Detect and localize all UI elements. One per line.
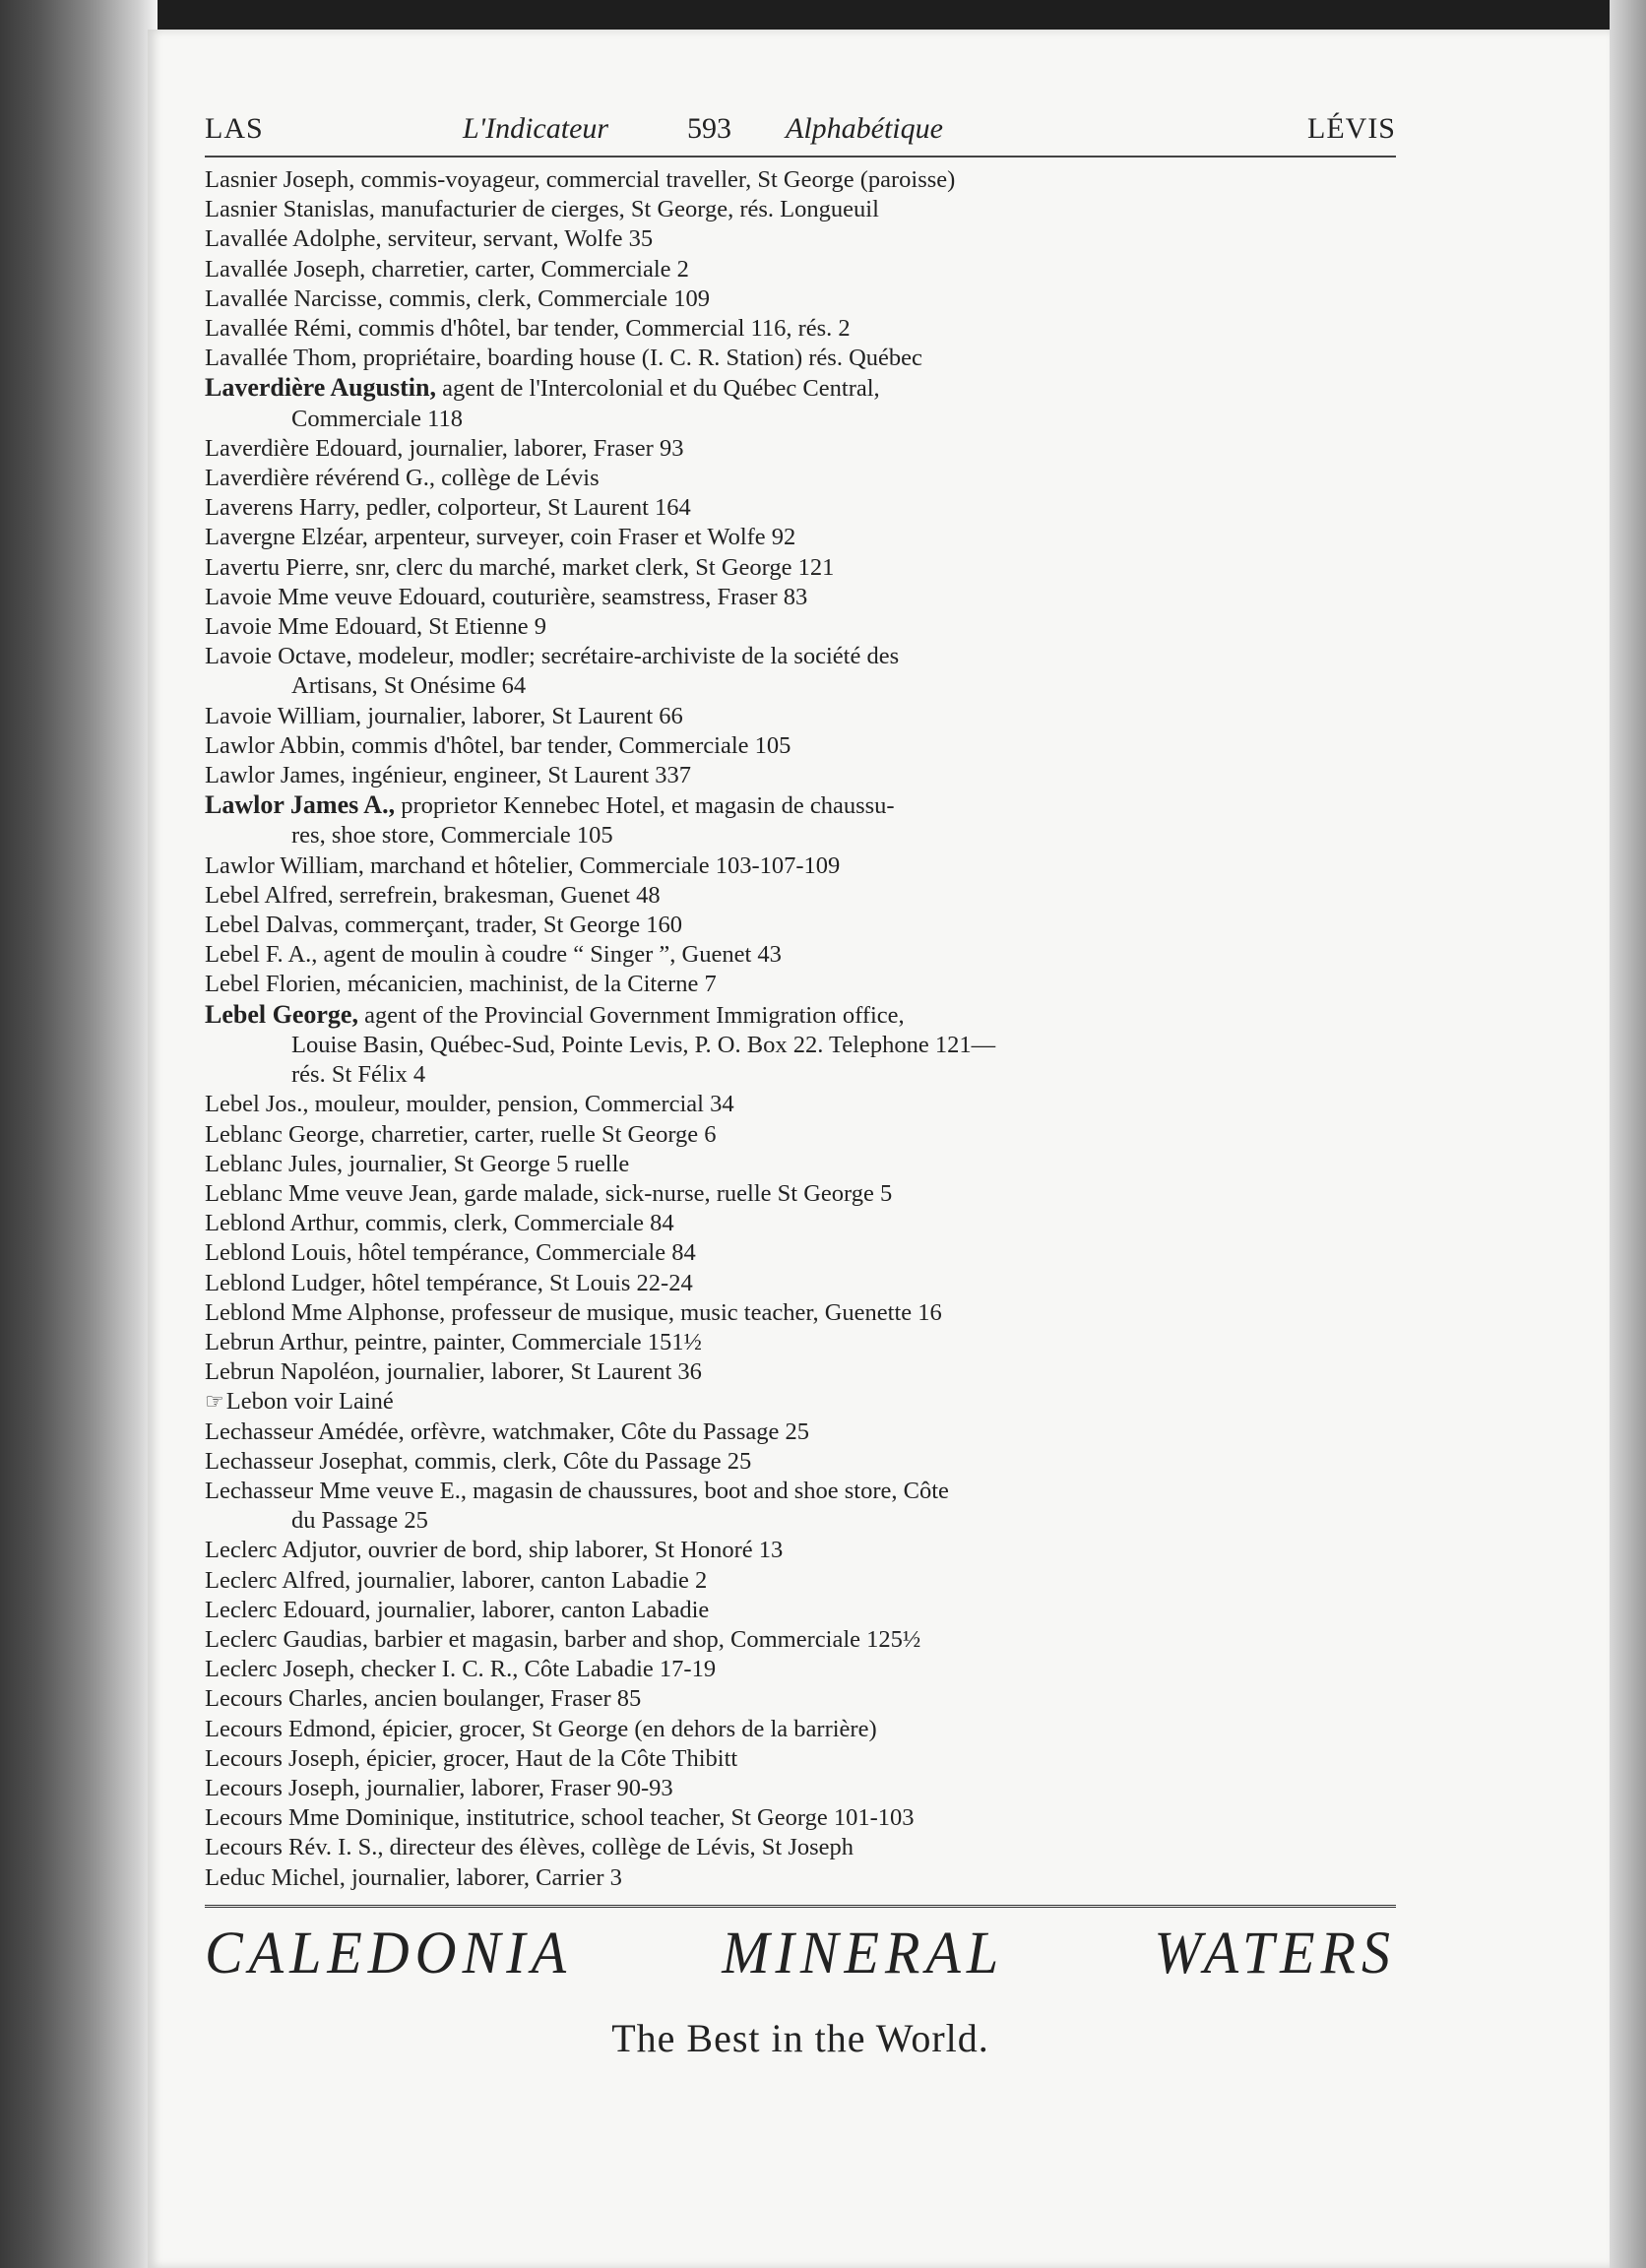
entry-name: Lavallée Narcisse, — [205, 284, 383, 312]
directory-entry — [205, 970, 1396, 999]
entry-name: Lecours Mme Dominique, — [205, 1804, 461, 1832]
directory-entry — [205, 642, 1396, 671]
directory-entry — [205, 553, 1396, 583]
entry-details: hôtel tempérance, St Louis 22-24 — [365, 1269, 693, 1296]
entry-name: Lawlor James A., — [205, 790, 396, 820]
directory-entry — [205, 1269, 1396, 1298]
directory-entry — [205, 940, 1396, 970]
entry-name: Lechasseur Mme veuve E., — [205, 1477, 467, 1504]
entry-name: Leduc Michel, — [205, 1863, 346, 1891]
directory-entry — [205, 1209, 1396, 1238]
page-content — [205, 98, 1396, 2061]
directory-entry — [205, 1120, 1396, 1150]
entry-details: charretier, carter, Commerciale 2 — [365, 255, 689, 283]
entry-name: Lebrun Napoléon, — [205, 1358, 381, 1386]
entry-name: Laverens Harry, — [205, 494, 360, 522]
entry-name: Leblond Mme Alphonse, — [205, 1298, 446, 1326]
directory-entry — [205, 464, 1396, 493]
directory-entry — [205, 612, 1396, 642]
entry-details: pedler, colporteur, St Laurent 164 — [359, 494, 691, 522]
directory-entry — [205, 1596, 1396, 1625]
advert-headline — [205, 1918, 1396, 1986]
entry-name: Lavertu Pierre, — [205, 553, 349, 581]
entry-continuation: rés. St Félix 4 — [291, 1061, 426, 1089]
entry-name: Lebon voir Lainé — [225, 1388, 394, 1416]
entry-details: professeur de musique, music teacher, Guenette 16 — [445, 1298, 942, 1326]
entry-name: Lavallée Thom, — [205, 345, 357, 372]
entry-details: mécanicien, machinist, de la Citerne 7 — [341, 971, 717, 998]
entry-name: Laverdière révérend G., — [205, 465, 435, 492]
page-number: 593 — [687, 112, 731, 145]
entry-details: ouvrier de bord, ship laborer, St Honoré 13 — [361, 1537, 784, 1564]
directory-entry — [205, 702, 1396, 731]
entry-details: journalier, laborer, canton Labadie 2 — [350, 1566, 708, 1594]
directory-entry — [205, 493, 1396, 523]
directory-entry — [205, 1179, 1396, 1209]
directory-entry — [205, 1715, 1396, 1744]
directory-entry — [205, 1387, 1396, 1417]
entry-details: peintre, painter, Commerciale 151½ — [348, 1328, 702, 1355]
entry-details: agent of the Provincial Government Immigration office, — [357, 1001, 905, 1029]
entry-name: Lavoie Octave, — [205, 643, 352, 670]
directory-entry — [205, 1536, 1396, 1565]
entry-details: snr, clerc du marché, market clerk, St George 121 — [348, 553, 835, 581]
running-header — [205, 98, 1396, 154]
directory-entry — [205, 434, 1396, 464]
directory-entry — [205, 1774, 1396, 1803]
entry-name: Laverdière Augustin, — [205, 373, 436, 403]
directory-entry — [205, 1090, 1396, 1119]
page-right-edge — [1610, 0, 1646, 2268]
entry-name: Lawlor William, — [205, 851, 364, 879]
directory-entry — [205, 165, 1396, 195]
entry-details: commis d'hôtel, bar tender, Commercial 116, rés. 2 — [351, 315, 851, 343]
advert-word-3: WATERS — [1154, 1919, 1396, 1986]
entry-name: Leblond Louis, — [205, 1239, 352, 1267]
entry-name: Lasnier Joseph, — [205, 166, 355, 193]
entry-details: ingénieur, engineer, St Laurent 337 — [345, 762, 692, 789]
advert-rule — [205, 1905, 1396, 1912]
entry-details: St Etienne 9 — [422, 613, 547, 641]
directory-entry — [205, 851, 1396, 881]
entry-name: Lebel Alfred, — [205, 881, 334, 909]
directory-entry — [205, 344, 1396, 373]
entry-details: collège de Lévis — [434, 465, 600, 492]
entry-details: checker I. C. R., Côte Labadie 17-19 — [354, 1656, 717, 1683]
entry-details: commis d'hôtel, bar tender, Commerciale 105 — [345, 731, 791, 759]
directory-entry — [205, 224, 1396, 254]
entry-details: commis, clerk, Commerciale 109 — [382, 284, 710, 312]
entry-details: épicier, grocer, St George (en dehors de la barrière) — [376, 1715, 877, 1742]
entry-name: Lawlor James, — [205, 762, 346, 789]
directory-entries — [205, 165, 1396, 1893]
entry-details: orfèvre, watchmaker, Côte du Passage 25 — [404, 1418, 810, 1445]
directory-entry — [205, 1298, 1396, 1328]
entry-details: mouleur, moulder, pension, Commercial 34 — [308, 1091, 734, 1118]
directory-entry — [205, 1803, 1396, 1833]
entry-name: Leblond Arthur, — [205, 1210, 359, 1237]
entry-details: barbier et magasin, barber and shop, Commerciale 125½ — [367, 1625, 921, 1653]
entry-name: Leblanc Jules, — [205, 1150, 344, 1177]
directory-entry — [205, 1328, 1396, 1357]
entry-continuation: du Passage 25 — [291, 1507, 428, 1535]
entry-name: Lavergne Elzéar, — [205, 524, 368, 551]
directory-entry — [205, 284, 1396, 314]
entry-name: Lebel Dalvas, — [205, 912, 340, 939]
entry-name: Lecours Joseph, — [205, 1774, 360, 1801]
directory-entry — [205, 255, 1396, 284]
entry-name: Lavallée Joseph, — [205, 255, 366, 283]
pointing-hand-icon: ☞ — [205, 1389, 224, 1415]
entry-name: Laverdière Edouard, — [205, 434, 404, 462]
advert-subtitle: The Best in the World. — [611, 2015, 989, 2060]
entry-details: couturière, seamstress, Fraser 83 — [485, 583, 808, 610]
entry-name: Lebel F. A., — [205, 941, 318, 969]
directory-entry — [205, 523, 1396, 552]
entry-name: Lawlor Abbin, — [205, 731, 346, 759]
directory-entry — [205, 1000, 1396, 1031]
entry-name: Lasnier Stanislas, — [205, 196, 375, 223]
entry-continuation: Commerciale 118 — [291, 405, 463, 432]
directory-entry — [205, 1150, 1396, 1179]
entry-name: Leblanc George, — [205, 1120, 365, 1148]
entry-name: Lecours Edmond, — [205, 1715, 377, 1742]
directory-entry — [205, 790, 1396, 821]
entry-details: manufacturier de cierges, St George, rés. Longueuil — [374, 196, 879, 223]
entry-details: garde malade, sick-nurse, ruelle St George 5 — [458, 1179, 893, 1207]
entry-details: directeur des élèves, collège de Lévis, St Joseph — [383, 1834, 855, 1861]
directory-entry — [205, 1863, 1396, 1893]
entry-details: journalier, St George 5 ruelle — [343, 1150, 630, 1177]
entry-details: ancien boulanger, Fraser 85 — [368, 1685, 642, 1713]
entry-name: Leclerc Gaudias, — [205, 1625, 368, 1653]
entry-details: marchand et hôtelier, Commerciale 103-107-109 — [363, 851, 841, 879]
entry-details: hôtel tempérance, Commerciale 84 — [351, 1239, 696, 1267]
entry-name: Lebel Jos., — [205, 1091, 309, 1118]
entry-name: Leblond Ludger, — [205, 1269, 366, 1296]
entry-name: Lechasseur Amédée, — [205, 1418, 405, 1445]
entry-details: épicier, grocer, Haut de la Côte Thibitt — [359, 1744, 738, 1772]
entry-name: Lecours Charles, — [205, 1685, 368, 1713]
directory-entry — [205, 195, 1396, 224]
entry-continuation: Artisans, St Onésime 64 — [291, 672, 527, 700]
directory-entry — [205, 1833, 1396, 1862]
entry-details: commerçant, trader, St George 160 — [339, 912, 682, 939]
directory-entry — [205, 731, 1396, 761]
entry-details: proprietor Kennebec Hotel, et magasin de chaussu- — [395, 792, 895, 820]
directory-entry — [205, 881, 1396, 911]
directory-entry — [205, 761, 1396, 790]
entry-name: Leclerc Joseph, — [205, 1656, 355, 1683]
header-right-guide: LÉVIS — [1307, 112, 1396, 145]
entry-details: institutrice, school teacher, St George 101-103 — [460, 1804, 915, 1832]
header-title-2: Alphabétique — [786, 112, 943, 145]
entry-name: Lecours Rév. I. S., — [205, 1834, 384, 1861]
entry-details: journalier, laborer, St Laurent 36 — [380, 1358, 702, 1386]
header-left-guide: LAS — [205, 112, 264, 145]
header-title-1: L'Indicateur — [463, 112, 609, 145]
entry-name: Lavallée Adolphe, — [205, 225, 382, 253]
entry-details: commis-voyageur, commercial traveller, St George (paroisse) — [354, 166, 956, 193]
entry-details: arpenteur, surveyer, coin Fraser et Wolfe 92 — [367, 524, 796, 551]
entry-details: journalier, laborer, Carrier 3 — [345, 1863, 622, 1891]
directory-entry — [205, 911, 1396, 940]
directory-entry — [205, 1477, 1396, 1506]
entry-name: Leclerc Edouard, — [205, 1596, 371, 1623]
entry-name: Lechasseur Josephat, — [205, 1447, 409, 1475]
entry-details: magasin de chaussures, boot and shoe store, Côte — [467, 1477, 949, 1504]
entry-details: serviteur, servant, Wolfe 35 — [381, 225, 654, 253]
entry-name: Lebel Florien, — [205, 971, 342, 998]
directory-entry — [205, 1357, 1396, 1387]
entry-details: charretier, carter, ruelle St George 6 — [364, 1120, 717, 1148]
entry-details: serrefrein, brakesman, Guenet 48 — [333, 881, 661, 909]
entry-details: modeleur, modler; secrétaire-archiviste de la société des — [351, 643, 900, 670]
entry-details: journalier, laborer, Fraser 93 — [403, 434, 684, 462]
entry-details: journalier, laborer, canton Labadie — [370, 1596, 710, 1623]
book-binding-edge — [0, 0, 158, 2268]
header-rule — [205, 156, 1396, 158]
scan-top-border — [0, 0, 1646, 30]
entry-name: Leblanc Mme veuve Jean, — [205, 1179, 459, 1207]
entry-details: journalier, laborer, Fraser 90-93 — [359, 1774, 673, 1801]
advert-word-1: CALEDONIA — [205, 1919, 572, 1986]
entry-continuation: res, shoe store, Commerciale 105 — [291, 822, 613, 850]
entry-details: commis, clerk, Côte du Passage 25 — [408, 1447, 752, 1475]
directory-entry — [205, 1238, 1396, 1268]
entry-details: agent de moulin à coudre “ Singer ”, Guenet 43 — [317, 941, 782, 969]
entry-name: Lecours Joseph, — [205, 1744, 360, 1772]
directory-entry — [205, 314, 1396, 344]
entry-name: Lavoie Mme veuve Edouard, — [205, 583, 486, 610]
directory-entry — [205, 1684, 1396, 1714]
entry-details: journalier, laborer, St Laurent 66 — [361, 702, 683, 729]
entry-name: Lebrun Arthur, — [205, 1328, 348, 1355]
directory-entry — [205, 1625, 1396, 1655]
entry-details: propriétaire, boarding house (I. C. R. Station) rés. Québec — [356, 345, 922, 372]
entry-details: commis, clerk, Commerciale 84 — [358, 1210, 674, 1237]
entry-details: agent de l'Intercolonial et du Québec Central, — [435, 375, 880, 403]
directory-entry — [205, 1447, 1396, 1477]
entry-name: Lavallée Rémi, — [205, 315, 352, 343]
advert-word-2: MINERAL — [722, 1919, 1005, 1986]
entry-name: Lebel George, — [205, 999, 358, 1029]
entry-name: Lavoie William, — [205, 702, 362, 729]
directory-entry — [205, 1655, 1396, 1684]
directory-entry — [205, 1566, 1396, 1596]
entry-name: Lavoie Mme Edouard, — [205, 613, 423, 641]
entry-name: Leclerc Alfred, — [205, 1566, 351, 1594]
directory-entry — [205, 1418, 1396, 1447]
directory-entry — [205, 1744, 1396, 1774]
directory-entry — [205, 583, 1396, 612]
directory-entry — [205, 373, 1396, 404]
entry-continuation: Louise Basin, Québec-Sud, Pointe Levis, P. O. Box 22. Telephone 121— — [291, 1031, 996, 1058]
entry-name: Leclerc Adjutor, — [205, 1537, 362, 1564]
